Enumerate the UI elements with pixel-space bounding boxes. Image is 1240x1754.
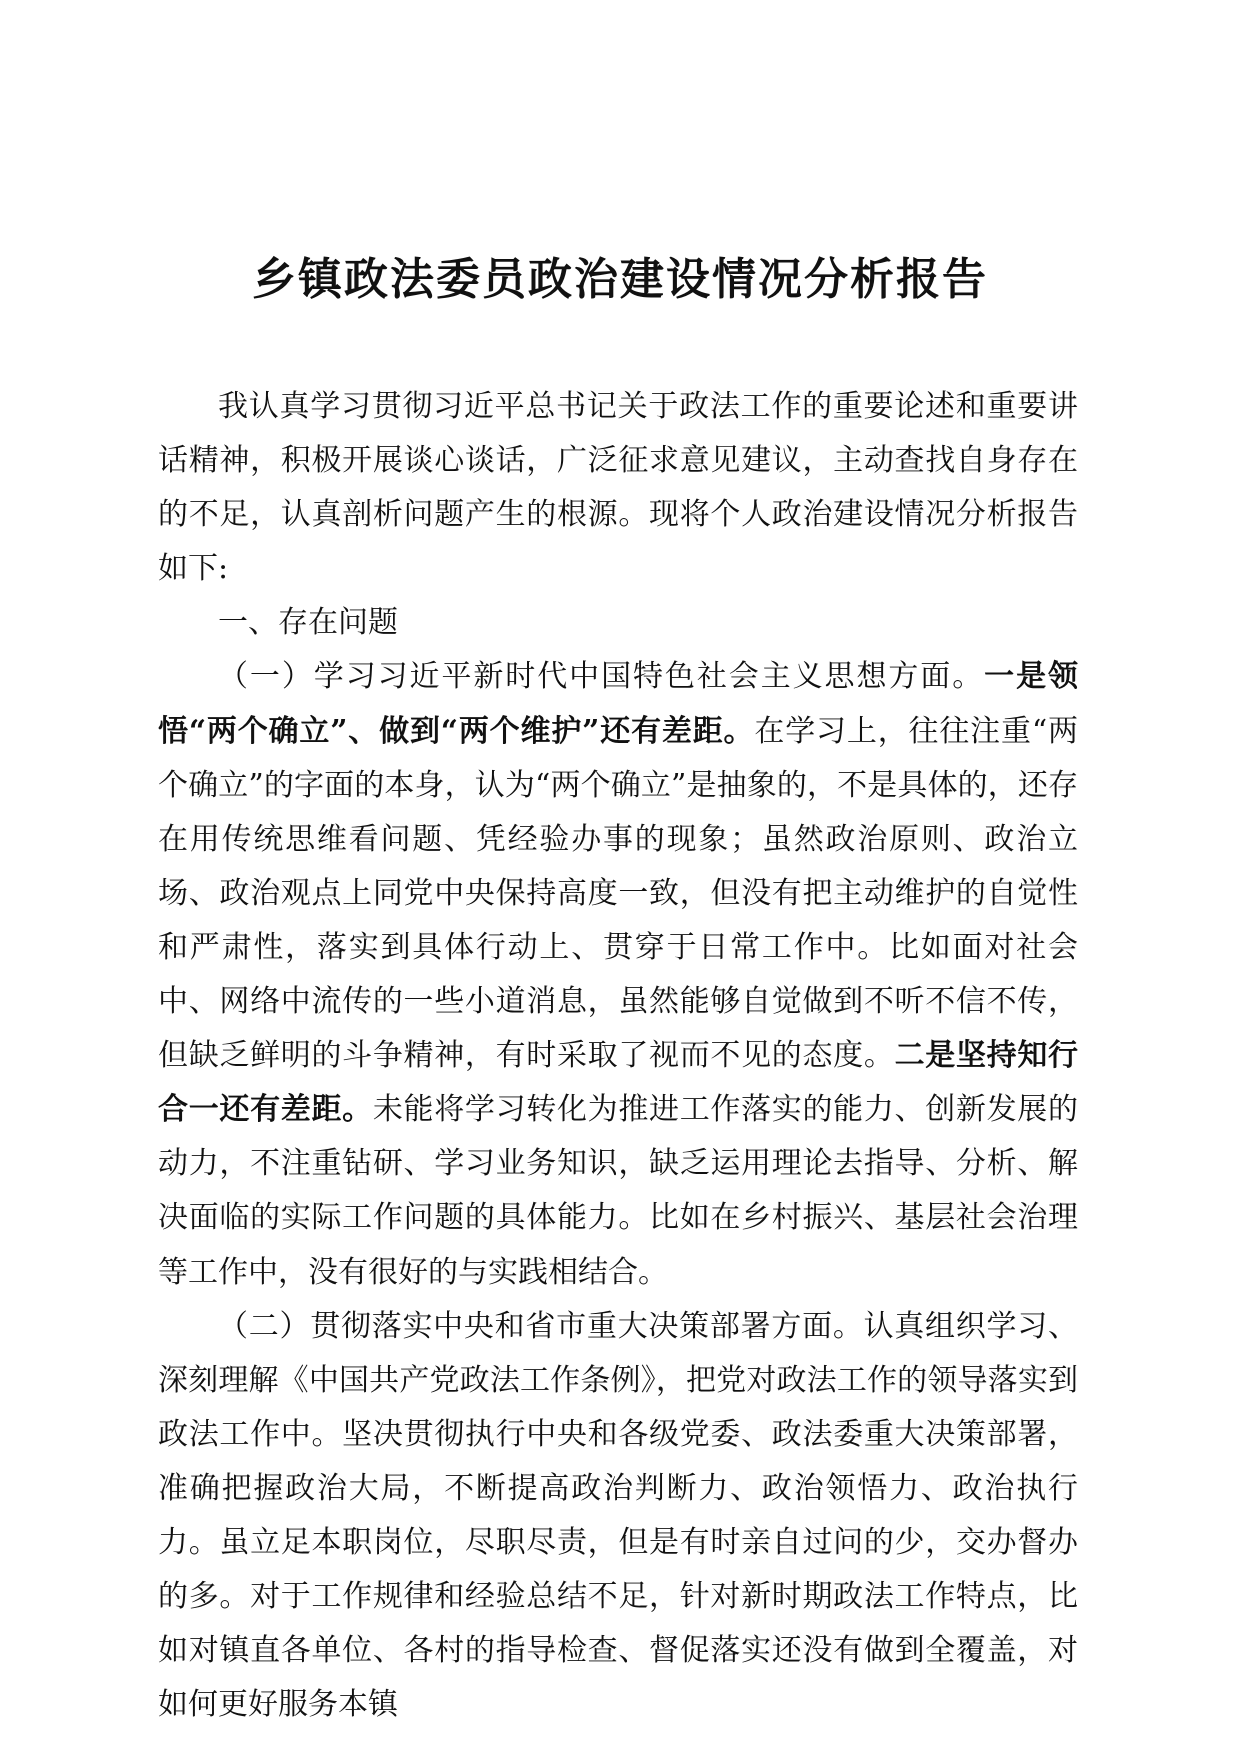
- paragraph-text: 未能将学习转化为推进工作落实的能力、创新发展的动力，不注重钻研、学习业务知识，缺乏运用理论去指导、分析、解决面临的实际工作问题的具体能力。比如在乡村振兴、基层社会治理等工作中，没有很好的与实践相结合。: [158, 1092, 1078, 1290]
- section-heading-problems: 一、存在问题: [218, 605, 398, 641]
- paragraph-study-thought: [158, 650, 1078, 1299]
- document-body: [158, 380, 1078, 1732]
- paragraph-text: 在学习上，往往注重“两个确立”的字面的本身，认为“两个确立”是抽象的，不是具体的，还存在用传统思维看问题、凭经验办事的现象；虽然政治原则、政治立场、政治观点上同党中央保持高度一致，但没有把主动维护的自觉性和严肃性，落实到具体行动上、贯穿于日常工作中。比如面对社会中、网络中流传的一些小道消息，虽然能够自觉做到不听不信不传，但缺乏鲜明的斗争精神，有时采取了视而不见的态度。: [158, 713, 1078, 1074]
- paragraph-lead: （一）学习习近平新时代中国特色社会主义思想方面。: [218, 659, 985, 695]
- bold-point-two: 二是坚持知行合一还有差距。: [158, 1038, 1079, 1128]
- document-title: 乡镇政法委员政治建设情况分析报告: [252, 254, 988, 305]
- intro-paragraph: 我认真学习贯彻习近平总书记关于政法工作的重要论述和重要讲话精神，积极开展谈心谈话，广泛征求意见建议，主动查找自身存在的不足，认真剖析问题产生的根源。现将个人政治建设情况分析报告如下:: [158, 389, 1078, 587]
- paragraph-lead: （二）贯彻落实中央和省市重大决策部署方面。: [218, 1308, 864, 1344]
- paragraph-implementation: [158, 1300, 1078, 1733]
- paragraph-text: 认真组织学习、深刻理解《中国共产党政法工作条例》，把党对政法工作的领导落实到政法工作中。坚决贯彻执行中央和各级党委、政法委重大决策部署，准确把握政治大局，不断提高政治判断力、政治领悟力、政治执行力。虽立足本职岗位，尽职尽责，但是有时亲自过问的少，交办督办的多。对于工作规律和经验总结不足，针对新时期政法工作特点，比如对镇直各单位、各村的指导检查、督促落实还没有做到全覆盖，对如何更好服务本镇: [158, 1308, 1079, 1723]
- bold-point-one: 一是领悟“两个确立”、做到“两个维护”还有差距。: [158, 659, 1079, 749]
